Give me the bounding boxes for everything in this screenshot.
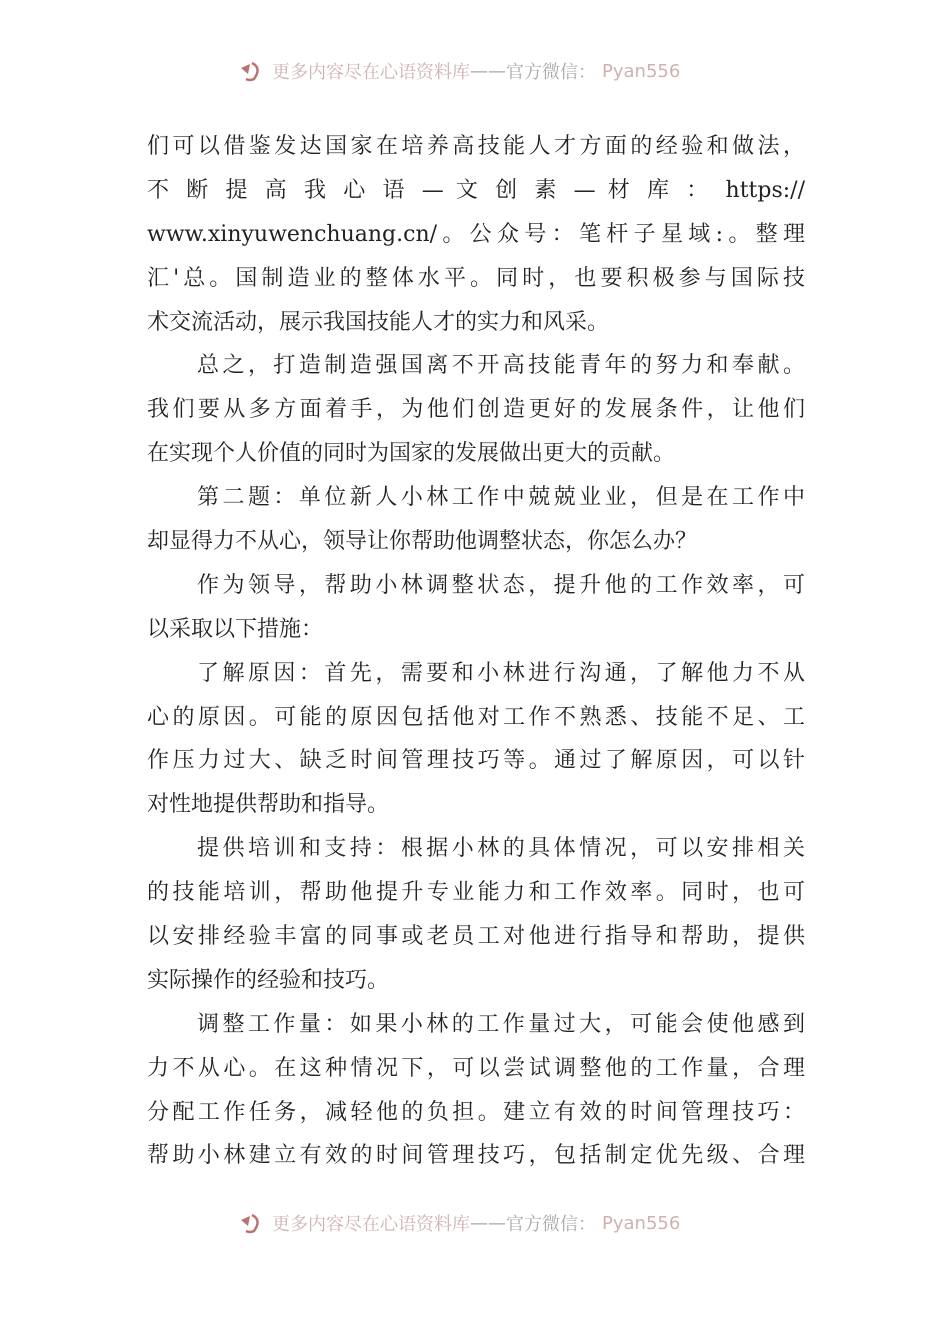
text-line: 术交流活动，展示我国技能人才的实力和风采。	[147, 309, 610, 335]
watermark-text: 更多内容尽在心语资料库	[272, 62, 470, 83]
text-line: 汇'总。国制造业的整体水平。同时，也要积极参与国际技	[147, 265, 805, 291]
text-line: www.xinyuwenchuang.cn/。公众号：笔杆子星域:。整理	[147, 221, 805, 247]
text-line: 分配工作任务，减轻他的负担。建立有效的时间管理技巧：	[147, 1099, 805, 1125]
text-line: 总之，打造制造强国离不开高技能青年的努力和奉献。	[197, 353, 805, 379]
watermark-sep: ——	[470, 1212, 506, 1234]
text-line: 心的原因。可能的原因包括他对工作不熟悉、技能不足、工	[147, 704, 805, 730]
text-line: 们可以借鉴发达国家在培养高技能人才方面的经验和做法，	[147, 134, 805, 159]
logo-icon	[238, 1212, 264, 1234]
body-text	[147, 128, 805, 1181]
watermark-wechat-id: Pyan556	[602, 60, 681, 82]
text-line: 力不从心。在这种情况下，可以尝试调整他的工作量，合理	[147, 1055, 805, 1081]
text-line: 帮助小林建立有效的时间管理技巧，包括制定优先级、合理	[147, 1143, 805, 1169]
watermark-wechat-id: Pyan556	[602, 1212, 681, 1234]
text-line: 提供培训和支持：根据小林的具体情况，可以安排相关	[197, 836, 805, 862]
logo-icon	[238, 60, 264, 82]
watermark-sep: ——	[470, 60, 506, 82]
text-line: 却显得力不从心，领导让你帮助他调整状态，你怎么办？	[147, 529, 698, 555]
text-line: 作压力过大、缺乏时间管理技巧等。通过了解原因，可以针	[147, 748, 805, 774]
watermark-wechat-label: 官方微信：	[506, 1214, 596, 1235]
text-line: 不 断 提 高 我 心 语 — 文 创 素 — 材 库 ： https://	[147, 177, 805, 203]
text-line: 我们要从多方面着手，为他们创造更好的发展条件，让他们	[147, 397, 805, 423]
text-line: 的技能培训，帮助他提升专业能力和工作效率。同时，也可	[147, 880, 805, 906]
text-line: 以采取以下措施：	[147, 616, 324, 642]
footer-watermark	[238, 1208, 718, 1238]
watermark-wechat-label: 官方微信：	[506, 62, 596, 83]
header-watermark	[238, 56, 718, 86]
text-line: 对性地提供帮助和指导。	[147, 792, 390, 818]
text-line: 以安排经验丰富的同事或老员工对他进行指导和帮助，提供	[147, 924, 805, 950]
text-line: 实际操作的经验和技巧。	[147, 967, 390, 993]
text-line: 调整工作量：如果小林的工作量过大，可能会使他感到	[197, 1011, 805, 1037]
text-line: 作为领导，帮助小林调整状态，提升他的工作效率，可	[197, 572, 805, 598]
text-line: 在实现个人价值的同时为国家的发展做出更大的贡献。	[147, 441, 676, 467]
text-line: 了解原因：首先，需要和小林进行沟通，了解他力不从	[197, 660, 805, 686]
watermark-text: 更多内容尽在心语资料库	[272, 1214, 470, 1235]
text-line: 第二题：单位新人小林工作中兢兢业业，但是在工作中	[197, 485, 805, 511]
